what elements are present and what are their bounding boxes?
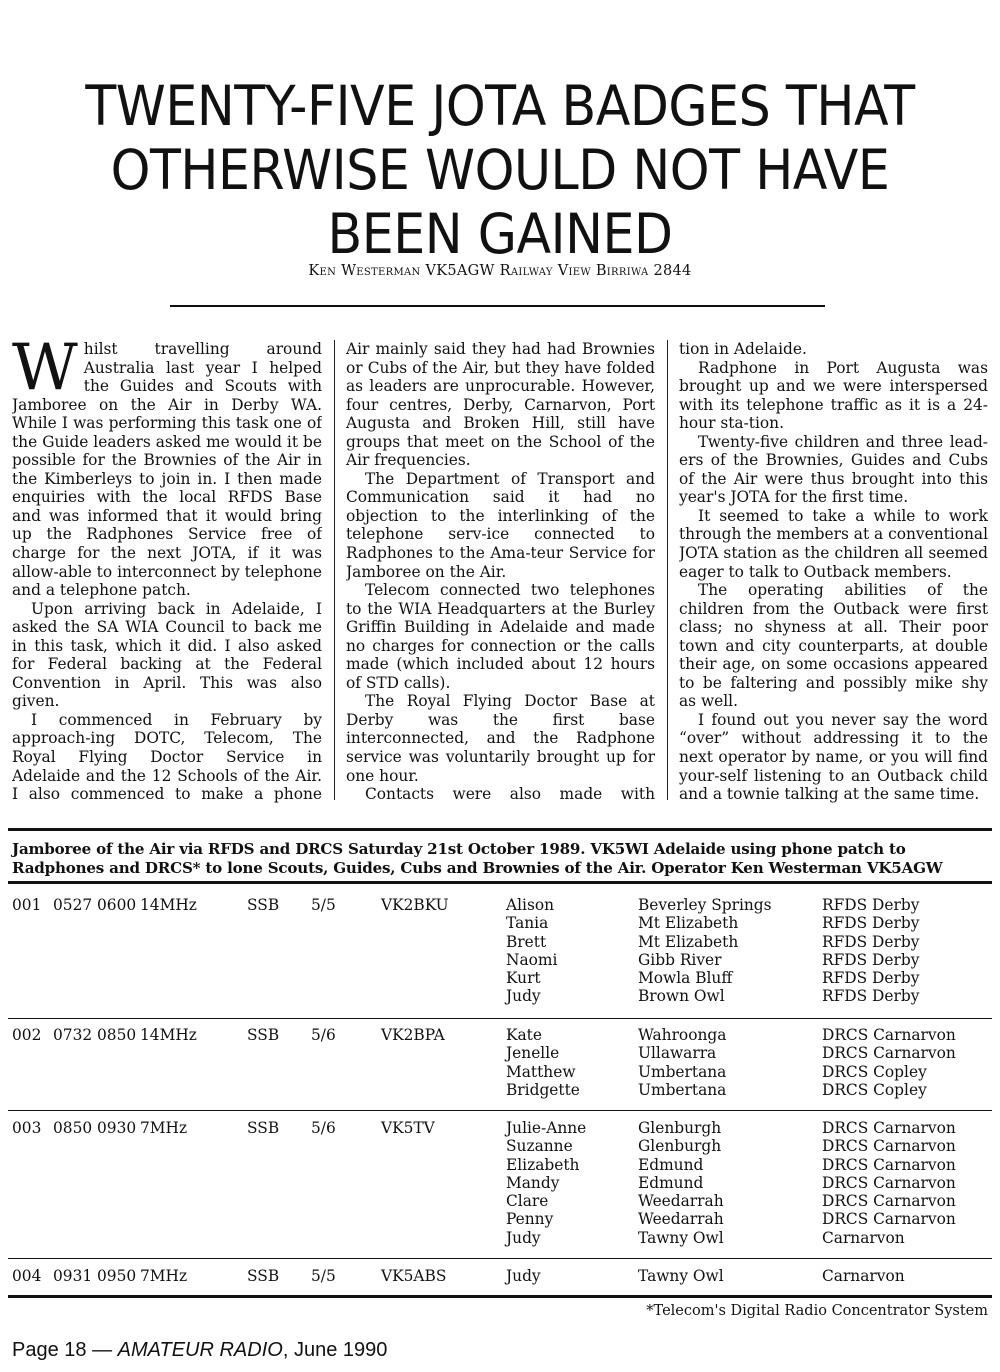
article-column-2 [346, 340, 655, 805]
cell-via-entry: Carnarvon [822, 1267, 905, 1285]
cell-names-entry: Clare [506, 1192, 549, 1211]
cell-mode: SSB [247, 1267, 280, 1285]
drop-cap: W [12, 340, 78, 405]
cell-places [638, 896, 772, 1006]
cell-places-entry: Glenburgh [638, 1137, 722, 1156]
cell-names [506, 1026, 580, 1099]
article-column-1 [12, 340, 322, 805]
cell-names-entry: Elizabeth [506, 1155, 580, 1174]
cell-via-entry: RFDS Derby [822, 932, 920, 951]
cell-start: 0527 [53, 896, 93, 914]
cell-via [822, 1267, 905, 1285]
article-column-3 [679, 340, 988, 805]
cell-names-entry: Kate [506, 1026, 542, 1044]
row-divider [8, 1110, 992, 1111]
cell-report: 5/5 [311, 896, 336, 914]
cell-via-entry: RFDS Derby [822, 969, 920, 988]
cell-places-entry: Edmund [638, 1155, 704, 1174]
cell-via-entry: RFDS Derby [822, 896, 920, 914]
byline: Ken Westerman VK5AGW Railway View Birriwa 2844 [308, 263, 692, 279]
cell-places-entry: Umbertana [638, 1080, 727, 1099]
cell-via-entry: DRCS Carnarvon [822, 1210, 956, 1229]
column-divider [334, 340, 335, 800]
paragraph [679, 804, 988, 805]
cell-places-entry: Mowla Bluff [638, 969, 733, 988]
cell-report: 5/5 [311, 1267, 336, 1285]
cell-via-entry: DRCS Carnarvon [822, 1119, 956, 1137]
column-divider [667, 340, 668, 800]
page-number: Page 18 — [12, 1339, 118, 1361]
cell-names-entry: Penny [506, 1210, 554, 1229]
cell-report: 5/6 [311, 1119, 336, 1137]
cell-places-entry: Mt Elizabeth [638, 932, 739, 951]
page-footer [12, 1339, 387, 1362]
table-footnote: *Telecom's Digital Radio Concentrator System [646, 1303, 988, 1319]
cell-call: VK5ABS [381, 1267, 447, 1285]
paragraph: Telecom connected two telephones to the WIA Headquarters at the Burley Griffin Building in Adelaide and made no charges for connection or the calls made (which included about 12 hours of STD calls). [346, 581, 655, 692]
cell-no: 002 [12, 1026, 42, 1044]
cell-places-entry: Beverley Springs [638, 896, 772, 914]
cell-via-entry: DRCS Copley [822, 1080, 927, 1099]
cell-names-entry: Kurt [506, 969, 541, 988]
cell-names-entry: Judy [506, 1228, 541, 1247]
paragraph: Whilst travelling around Australia last year I helped the Guides and Scouts with Jamboree on the Air in Derby WA. While I was performing this task one of the Guide leaders asked me would it be possible for the Brownies of the Air in the Kimberleys to join in. I then made enquiries with the local RFDS Base and was informed that it would bring up the Radphones Service free of charge for the next JOTA, if it was allow-able to interconnect by telephone and a telephone patch. [12, 340, 322, 600]
cell-places-entry: Mt Elizabeth [638, 914, 739, 933]
cell-places-entry: Glenburgh [638, 1119, 722, 1137]
cell-via [822, 1119, 956, 1247]
cell-report: 5/6 [311, 1026, 336, 1044]
cell-places-entry: Tawny Owl [638, 1267, 724, 1285]
cell-names-entry: Judy [506, 987, 541, 1006]
paragraph: Upon arriving back in Adelaide, I asked the SA WIA Council to back me in this task, which it did. I also asked for Federal backing at the Federal Convention in April. This was also given. [12, 599, 322, 711]
paragraph: The operating abilities of the children from the Outback were first class; no shyness at all. Their poor town and city counterparts, at double their age, on some occasions appeared to be faltering and possibly mike shy as well. [679, 581, 988, 711]
cell-names [506, 1119, 586, 1247]
cell-via-entry: DRCS Carnarvon [822, 1155, 956, 1174]
cell-band: 14MHz [140, 896, 197, 914]
paragraph: Air mainly said they had had Brownies or Cubs of the Air, but they have folded as leaders are unprocurable. However, four centres, Derby, Carnarvon, Port Augusta and Broken Hill, still have groups that meet on the School of the Air frequencies. [346, 340, 655, 470]
cell-names [506, 1267, 541, 1285]
paragraph: Contacts were also made with [365, 785, 655, 804]
title-divider [170, 305, 825, 307]
cell-start: 0732 [53, 1026, 93, 1044]
paragraph: It seemed to take a while to work through the members at a conventional JOTA station as the children all seemed eager to talk to Outback members. [679, 506, 988, 581]
paragraph: The Department of Transport and Communication said it had no objection to the interlinking of the telephone serv-ice connected to Radphones to the Ama-teur Service for Jamboree on the Air. [346, 469, 655, 581]
cell-names-entry: Suzanne [506, 1137, 573, 1156]
cell-start: 0931 [53, 1267, 93, 1285]
cell-mode: SSB [247, 896, 280, 914]
title-line: BEEN GAINED [327, 202, 673, 266]
cell-via-entry: RFDS Derby [822, 987, 920, 1006]
cell-places-entry: Edmund [638, 1173, 704, 1192]
article-title [40, 74, 960, 266]
cell-via-entry: DRCS Carnarvon [822, 1173, 956, 1192]
cell-names [506, 896, 557, 1006]
cell-via-entry: Carnarvon [822, 1228, 905, 1247]
cell-names-entry: Judy [506, 1267, 541, 1285]
cell-via [822, 1026, 956, 1099]
cell-via-entry: RFDS Derby [822, 950, 920, 969]
cell-start: 0850 [53, 1119, 93, 1137]
paragraph: Twenty-five children and three lead-ers of the Brownies, Guides and Cubs of the Air were thus brought into this year's JOTA for the first time. [679, 432, 988, 507]
title-line: OTHERWISE WOULD NOT HAVE [110, 138, 890, 202]
cell-names-entry: Tania [506, 914, 549, 933]
cell-via-entry: DRCS Copley [822, 1062, 927, 1081]
paragraph: The Royal Flying Doctor Base at Derby was the first base interconnected, and the Radphone service was voluntarily brought up for one hour. [346, 692, 655, 785]
cell-call: VK5TV [381, 1119, 435, 1137]
cell-names-entry: Julie-Anne [506, 1119, 587, 1137]
cell-mode: SSB [247, 1026, 280, 1044]
cell-band: 7MHz [140, 1267, 188, 1285]
cell-no: 004 [12, 1267, 42, 1285]
paragraph: I found out you never say the word “over” without addressing it to the next operator by name, or you will find your-self listening to an Outback child and a townie talking at the same time. [679, 710, 988, 804]
paragraph: tion in Adelaide. [679, 340, 807, 358]
cell-mode: SSB [247, 1119, 280, 1137]
cell-places-entry: Ullawarra [638, 1044, 717, 1063]
row-divider [8, 1258, 992, 1259]
cell-via-entry: DRCS Carnarvon [822, 1044, 956, 1063]
cell-call: VK2BKU [381, 896, 449, 914]
table-caption [12, 840, 992, 878]
cell-end: 0850 [97, 1026, 137, 1044]
cell-places-entry: Umbertana [638, 1062, 727, 1081]
cell-places-entry: Weedarrah [638, 1192, 724, 1211]
cell-end: 0950 [97, 1267, 137, 1285]
cell-via-entry: DRCS Carnarvon [822, 1026, 956, 1044]
cell-names-entry: Brett [506, 932, 547, 951]
cell-places-entry: Wahroonga [638, 1026, 727, 1044]
table-header-rule [8, 881, 992, 884]
cell-via [822, 896, 919, 1006]
table-top-rule [8, 828, 992, 831]
cell-names-entry: Mandy [506, 1173, 560, 1192]
cell-names-entry: Naomi [506, 950, 558, 969]
cell-names-entry: Matthew [506, 1062, 576, 1081]
cell-end: 0600 [97, 896, 137, 914]
issue-date: , June 1990 [282, 1339, 388, 1361]
cell-places-entry: Tawny Owl [638, 1228, 724, 1247]
cell-band: 14MHz [140, 1026, 197, 1044]
cell-places-entry: Gibb River [638, 950, 722, 969]
caption-line: Radphones and DRCS* to lone Scouts, Guides, Cubs and Brownies of the Air. Operator Ken Westerman VK5AGW [12, 859, 943, 877]
cell-places [638, 1026, 726, 1099]
cell-places-entry: Brown Owl [638, 987, 725, 1006]
paragraph: Radphone in Port Augusta was brought up and we were interspersed with its telephone traffic as it is a 24-hour sta-tion. [679, 358, 988, 433]
magazine-name: AMATEUR RADIO [117, 1339, 283, 1361]
cell-places [638, 1267, 724, 1285]
cell-no: 003 [12, 1119, 42, 1137]
cell-names-entry: Jenelle [506, 1044, 560, 1063]
table-bottom-rule [8, 1295, 992, 1298]
title-line: TWENTY-FIVE JOTA BADGES THAT [85, 74, 915, 138]
cell-places-entry: Weedarrah [638, 1210, 724, 1229]
cell-band: 7MHz [140, 1119, 188, 1137]
cell-end: 0930 [97, 1119, 137, 1137]
cell-call: VK2BPA [381, 1026, 445, 1044]
cell-names-entry: Alison [506, 896, 555, 914]
caption-line: Jamboree of the Air via RFDS and DRCS Saturday 21st October 1989. VK5WI Adelaide using phone patch to [12, 840, 906, 858]
cell-places [638, 1119, 724, 1247]
cell-via-entry: DRCS Carnarvon [822, 1192, 956, 1211]
cell-names-entry: Bridgette [506, 1080, 580, 1099]
row-divider [8, 1018, 992, 1019]
paragraph: I commenced in February by approach-ing DOTC, Telecom, The Royal Flying Doctor Service in Adelaide and the 12 Schools of the Air. I also commenced to make a phone [12, 710, 322, 804]
cell-via-entry: DRCS Carnarvon [822, 1137, 956, 1156]
cell-via-entry: RFDS Derby [822, 914, 920, 933]
cell-no: 001 [12, 896, 42, 914]
